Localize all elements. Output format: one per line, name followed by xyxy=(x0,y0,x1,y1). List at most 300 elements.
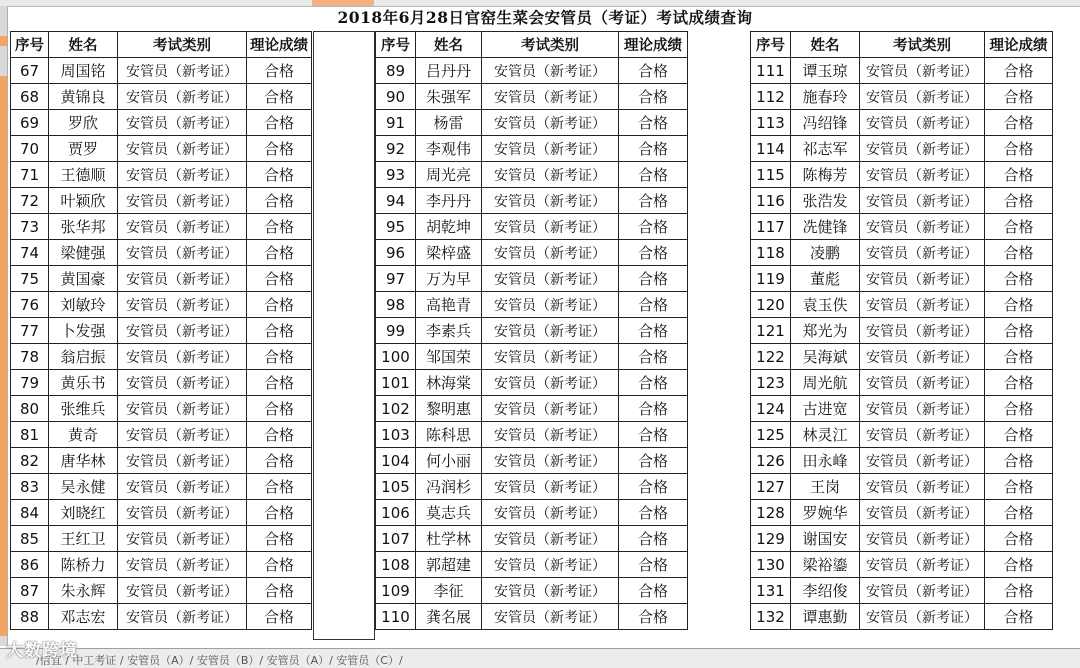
category-cell[interactable]: 安管员（新考证） xyxy=(860,266,985,292)
category-cell[interactable]: 安管员（新考证） xyxy=(860,578,985,604)
empty-column-block[interactable] xyxy=(313,31,375,640)
score-cell[interactable]: 合格 xyxy=(985,188,1053,214)
name-cell[interactable]: 黄国豪 xyxy=(49,266,118,292)
seq-cell[interactable]: 125 xyxy=(751,422,791,448)
score-cell[interactable]: 合格 xyxy=(619,136,688,162)
category-cell[interactable]: 安管员（新考证） xyxy=(482,604,619,630)
name-cell[interactable]: 贾罗 xyxy=(49,136,118,162)
name-cell[interactable]: 袁玉佚 xyxy=(791,292,860,318)
seq-cell[interactable]: 87 xyxy=(11,578,49,604)
score-cell[interactable]: 合格 xyxy=(247,578,312,604)
seq-cell[interactable]: 121 xyxy=(751,318,791,344)
seq-cell[interactable]: 114 xyxy=(751,136,791,162)
category-cell[interactable]: 安管员（新考证） xyxy=(860,240,985,266)
score-cell[interactable]: 合格 xyxy=(985,84,1053,110)
score-cell[interactable]: 合格 xyxy=(247,162,312,188)
name-cell[interactable]: 高艳青 xyxy=(416,292,482,318)
name-cell[interactable]: 万为早 xyxy=(416,266,482,292)
seq-cell[interactable]: 71 xyxy=(11,162,49,188)
score-cell[interactable]: 合格 xyxy=(619,84,688,110)
name-cell[interactable]: 李征 xyxy=(416,578,482,604)
category-cell[interactable]: 安管员（新考证） xyxy=(118,110,247,136)
score-cell[interactable]: 合格 xyxy=(619,500,688,526)
table-row xyxy=(376,500,688,526)
table-row xyxy=(376,110,688,136)
name-cell[interactable]: 吕丹丹 xyxy=(416,58,482,84)
table-row xyxy=(11,474,312,500)
table-row xyxy=(11,448,312,474)
score-cell[interactable]: 合格 xyxy=(247,318,312,344)
score-cell[interactable]: 合格 xyxy=(247,526,312,552)
name-cell[interactable]: 吴海斌 xyxy=(791,344,860,370)
category-cell[interactable]: 安管员（新考证） xyxy=(482,396,619,422)
category-cell[interactable]: 安管员（新考证） xyxy=(860,500,985,526)
category-cell[interactable]: 安管员（新考证） xyxy=(118,84,247,110)
seq-cell[interactable]: 79 xyxy=(11,370,49,396)
table-row xyxy=(11,188,312,214)
category-cell[interactable]: 安管员（新考证） xyxy=(118,500,247,526)
score-cell[interactable]: 合格 xyxy=(619,214,688,240)
seq-cell[interactable]: 74 xyxy=(11,240,49,266)
score-cell[interactable]: 合格 xyxy=(985,474,1053,500)
score-cell[interactable]: 合格 xyxy=(619,474,688,500)
table-row xyxy=(376,188,688,214)
seq-cell[interactable]: 86 xyxy=(11,552,49,578)
category-cell[interactable]: 安管员（新考证） xyxy=(482,344,619,370)
seq-cell[interactable]: 124 xyxy=(751,396,791,422)
score-cell[interactable]: 合格 xyxy=(985,578,1053,604)
name-cell[interactable]: 郭超建 xyxy=(416,552,482,578)
score-cell[interactable]: 合格 xyxy=(619,422,688,448)
name-cell[interactable]: 李丹丹 xyxy=(416,188,482,214)
results-table-right xyxy=(750,31,1053,630)
name-cell[interactable]: 邓志宏 xyxy=(49,604,118,630)
name-cell[interactable]: 龚名展 xyxy=(416,604,482,630)
score-cell[interactable]: 合格 xyxy=(247,500,312,526)
table-row xyxy=(11,370,312,396)
header-seq: 序号 xyxy=(376,32,416,58)
seq-cell[interactable]: 68 xyxy=(11,84,49,110)
seq-cell[interactable]: 113 xyxy=(751,110,791,136)
seq-cell[interactable]: 129 xyxy=(751,526,791,552)
name-cell[interactable]: 梁梓盛 xyxy=(416,240,482,266)
category-cell[interactable]: 安管员（新考证） xyxy=(118,474,247,500)
header-category: 考试类别 xyxy=(860,32,985,58)
name-cell[interactable]: 陈桥力 xyxy=(49,552,118,578)
category-cell[interactable]: 安管员（新考证） xyxy=(860,370,985,396)
category-cell[interactable]: 安管员（新考证） xyxy=(482,526,619,552)
score-cell[interactable]: 合格 xyxy=(985,58,1053,84)
seq-cell[interactable]: 83 xyxy=(11,474,49,500)
score-cell[interactable]: 合格 xyxy=(247,422,312,448)
score-cell[interactable]: 合格 xyxy=(619,604,688,630)
score-cell[interactable]: 合格 xyxy=(247,188,312,214)
score-cell[interactable]: 合格 xyxy=(619,578,688,604)
category-cell[interactable]: 安管员（新考证） xyxy=(860,344,985,370)
category-cell[interactable]: 安管员（新考证） xyxy=(482,578,619,604)
header-category: 考试类别 xyxy=(118,32,247,58)
category-cell[interactable]: 安管员（新考证） xyxy=(860,110,985,136)
seq-cell[interactable]: 132 xyxy=(751,604,791,630)
name-cell[interactable]: 黄锦良 xyxy=(49,84,118,110)
score-cell[interactable]: 合格 xyxy=(985,214,1053,240)
category-cell[interactable]: 安管员（新考证） xyxy=(118,240,247,266)
name-cell[interactable]: 张维兵 xyxy=(49,396,118,422)
name-cell[interactable]: 翁启振 xyxy=(49,344,118,370)
score-cell[interactable]: 合格 xyxy=(619,58,688,84)
name-cell[interactable]: 郑光为 xyxy=(791,318,860,344)
seq-cell[interactable]: 126 xyxy=(751,448,791,474)
score-cell[interactable]: 合格 xyxy=(247,136,312,162)
score-cell[interactable]: 合格 xyxy=(619,370,688,396)
category-cell[interactable]: 安管员（新考证） xyxy=(482,292,619,318)
name-cell[interactable]: 王红卫 xyxy=(49,526,118,552)
score-cell[interactable]: 合格 xyxy=(247,110,312,136)
category-cell[interactable]: 安管员（新考证） xyxy=(860,396,985,422)
seq-cell[interactable]: 106 xyxy=(376,500,416,526)
score-cell[interactable]: 合格 xyxy=(985,110,1053,136)
score-cell[interactable]: 合格 xyxy=(619,188,688,214)
seq-cell[interactable]: 107 xyxy=(376,526,416,552)
name-cell[interactable]: 陈梅芳 xyxy=(791,162,860,188)
score-cell[interactable]: 合格 xyxy=(985,318,1053,344)
seq-cell[interactable]: 75 xyxy=(11,266,49,292)
score-cell[interactable]: 合格 xyxy=(619,110,688,136)
category-cell[interactable]: 安管员（新考证） xyxy=(118,58,247,84)
score-cell[interactable]: 合格 xyxy=(985,136,1053,162)
category-cell[interactable]: 安管员（新考证） xyxy=(860,552,985,578)
sheet-tabs[interactable]: /信宜 / 中工考证 / 安管员（A）/ 安管员（B）/ 安管员（A）/ 安管员（C）/ xyxy=(36,654,403,667)
name-cell[interactable]: 祁志军 xyxy=(791,136,860,162)
seq-cell[interactable]: 72 xyxy=(11,188,49,214)
category-cell[interactable]: 安管员（新考证） xyxy=(482,188,619,214)
seq-cell[interactable]: 80 xyxy=(11,396,49,422)
category-cell[interactable]: 安管员（新考证） xyxy=(860,58,985,84)
name-cell[interactable]: 唐华林 xyxy=(49,448,118,474)
table-row xyxy=(11,526,312,552)
score-cell[interactable]: 合格 xyxy=(247,552,312,578)
name-cell[interactable]: 冯润杉 xyxy=(416,474,482,500)
seq-cell[interactable]: 115 xyxy=(751,162,791,188)
category-cell[interactable]: 安管员（新考证） xyxy=(482,214,619,240)
score-cell[interactable]: 合格 xyxy=(619,292,688,318)
seq-cell[interactable]: 70 xyxy=(11,136,49,162)
score-cell[interactable]: 合格 xyxy=(619,526,688,552)
category-cell[interactable]: 安管员（新考证） xyxy=(482,84,619,110)
category-cell[interactable]: 安管员（新考证） xyxy=(118,448,247,474)
score-cell[interactable]: 合格 xyxy=(985,162,1053,188)
name-cell[interactable]: 施春玲 xyxy=(791,84,860,110)
category-cell[interactable]: 安管员（新考证） xyxy=(860,474,985,500)
name-cell[interactable]: 李绍俊 xyxy=(791,578,860,604)
name-cell[interactable]: 黄乐书 xyxy=(49,370,118,396)
table-row xyxy=(11,500,312,526)
name-cell[interactable]: 刘晓红 xyxy=(49,500,118,526)
category-cell[interactable]: 安管员（新考证） xyxy=(118,214,247,240)
category-cell[interactable]: 安管员（新考证） xyxy=(482,500,619,526)
category-cell[interactable]: 安管员（新考证） xyxy=(118,526,247,552)
category-cell[interactable]: 安管员（新考证） xyxy=(118,188,247,214)
name-cell[interactable]: 林海棠 xyxy=(416,370,482,396)
seq-cell[interactable]: 73 xyxy=(11,214,49,240)
name-cell[interactable]: 张浩发 xyxy=(791,188,860,214)
seq-cell[interactable]: 128 xyxy=(751,500,791,526)
name-cell[interactable]: 董彪 xyxy=(791,266,860,292)
score-cell[interactable]: 合格 xyxy=(247,240,312,266)
score-cell[interactable]: 合格 xyxy=(247,214,312,240)
score-cell[interactable]: 合格 xyxy=(985,292,1053,318)
category-cell[interactable]: 安管员（新考证） xyxy=(860,526,985,552)
seq-cell[interactable]: 76 xyxy=(11,292,49,318)
seq-cell[interactable]: 117 xyxy=(751,214,791,240)
name-cell[interactable]: 周光亮 xyxy=(416,162,482,188)
category-cell[interactable]: 安管员（新考证） xyxy=(482,474,619,500)
name-cell[interactable]: 叶颖欣 xyxy=(49,188,118,214)
seq-cell[interactable]: 95 xyxy=(376,214,416,240)
seq-cell[interactable]: 102 xyxy=(376,396,416,422)
table-row xyxy=(751,370,1053,396)
seq-cell[interactable]: 118 xyxy=(751,240,791,266)
category-cell[interactable]: 安管员（新考证） xyxy=(118,422,247,448)
table-row xyxy=(11,266,312,292)
category-cell[interactable]: 安管员（新考证） xyxy=(482,266,619,292)
score-cell[interactable]: 合格 xyxy=(985,370,1053,396)
name-cell[interactable]: 何小丽 xyxy=(416,448,482,474)
table-row xyxy=(376,136,688,162)
score-cell[interactable]: 合格 xyxy=(985,552,1053,578)
category-cell[interactable]: 安管员（新考证） xyxy=(860,448,985,474)
score-cell[interactable]: 合格 xyxy=(247,448,312,474)
category-cell[interactable]: 安管员（新考证） xyxy=(482,318,619,344)
category-cell[interactable]: 安管员（新考证） xyxy=(482,448,619,474)
table-row xyxy=(751,136,1053,162)
seq-cell[interactable]: 93 xyxy=(376,162,416,188)
seq-cell[interactable]: 90 xyxy=(376,84,416,110)
seq-cell[interactable]: 103 xyxy=(376,422,416,448)
seq-cell[interactable]: 81 xyxy=(11,422,49,448)
score-cell[interactable]: 合格 xyxy=(619,318,688,344)
score-cell[interactable]: 合格 xyxy=(247,396,312,422)
table-row xyxy=(751,552,1053,578)
category-cell[interactable]: 安管员（新考证） xyxy=(860,136,985,162)
seq-cell[interactable]: 120 xyxy=(751,292,791,318)
name-cell[interactable]: 罗婉华 xyxy=(791,500,860,526)
name-cell[interactable]: 黎明惠 xyxy=(416,396,482,422)
name-cell[interactable]: 杜学林 xyxy=(416,526,482,552)
category-cell[interactable]: 安管员（新考证） xyxy=(482,240,619,266)
score-cell[interactable]: 合格 xyxy=(619,344,688,370)
name-cell[interactable]: 谭惠勤 xyxy=(791,604,860,630)
name-cell[interactable]: 陈科思 xyxy=(416,422,482,448)
row-header-highlight xyxy=(0,36,7,46)
score-cell[interactable]: 合格 xyxy=(985,604,1053,630)
score-cell[interactable]: 合格 xyxy=(985,396,1053,422)
seq-cell[interactable]: 67 xyxy=(11,58,49,84)
seq-cell[interactable]: 101 xyxy=(376,370,416,396)
table-row xyxy=(376,266,688,292)
name-cell[interactable]: 卜发强 xyxy=(49,318,118,344)
category-cell[interactable]: 安管员（新考证） xyxy=(118,604,247,630)
header-score: 理论成绩 xyxy=(247,32,312,58)
category-cell[interactable]: 安管员（新考证） xyxy=(118,136,247,162)
category-cell[interactable]: 安管员（新考证） xyxy=(118,344,247,370)
name-cell[interactable]: 王岗 xyxy=(791,474,860,500)
table-row xyxy=(11,344,312,370)
category-cell[interactable]: 安管员（新考证） xyxy=(118,162,247,188)
name-cell[interactable]: 李素兵 xyxy=(416,318,482,344)
seq-cell[interactable]: 85 xyxy=(11,526,49,552)
category-cell[interactable]: 安管员（新考证） xyxy=(482,552,619,578)
name-cell[interactable]: 朱强军 xyxy=(416,84,482,110)
name-cell[interactable]: 古进宽 xyxy=(791,396,860,422)
name-cell[interactable]: 田永峰 xyxy=(791,448,860,474)
score-cell[interactable]: 合格 xyxy=(985,448,1053,474)
score-cell[interactable]: 合格 xyxy=(247,266,312,292)
score-cell[interactable]: 合格 xyxy=(619,448,688,474)
score-cell[interactable]: 合格 xyxy=(247,604,312,630)
seq-cell[interactable]: 105 xyxy=(376,474,416,500)
sheet-tab-bar xyxy=(0,648,1080,668)
score-cell[interactable]: 合格 xyxy=(619,266,688,292)
seq-cell[interactable]: 82 xyxy=(11,448,49,474)
score-cell[interactable]: 合格 xyxy=(247,292,312,318)
seq-cell[interactable]: 98 xyxy=(376,292,416,318)
score-cell[interactable]: 合格 xyxy=(985,240,1053,266)
name-cell[interactable]: 冯绍锋 xyxy=(791,110,860,136)
category-cell[interactable]: 安管员（新考证） xyxy=(118,318,247,344)
score-cell[interactable]: 合格 xyxy=(619,240,688,266)
seq-cell[interactable]: 116 xyxy=(751,188,791,214)
score-cell[interactable]: 合格 xyxy=(985,266,1053,292)
name-cell[interactable]: 王德顺 xyxy=(49,162,118,188)
category-cell[interactable]: 安管员（新考证） xyxy=(482,422,619,448)
name-cell[interactable]: 张华邦 xyxy=(49,214,118,240)
score-cell[interactable]: 合格 xyxy=(247,474,312,500)
seq-cell[interactable]: 84 xyxy=(11,500,49,526)
name-cell[interactable]: 罗欣 xyxy=(49,110,118,136)
table-row xyxy=(11,240,312,266)
score-cell[interactable]: 合格 xyxy=(619,552,688,578)
score-cell[interactable]: 合格 xyxy=(985,526,1053,552)
seq-cell[interactable]: 99 xyxy=(376,318,416,344)
score-cell[interactable]: 合格 xyxy=(247,344,312,370)
seq-cell[interactable]: 127 xyxy=(751,474,791,500)
seq-cell[interactable]: 94 xyxy=(376,188,416,214)
table-row xyxy=(751,474,1053,500)
name-cell[interactable]: 林灵江 xyxy=(791,422,860,448)
header-seq: 序号 xyxy=(751,32,791,58)
seq-cell[interactable]: 92 xyxy=(376,136,416,162)
seq-cell[interactable]: 111 xyxy=(751,58,791,84)
name-cell[interactable]: 吴永健 xyxy=(49,474,118,500)
category-cell[interactable]: 安管员（新考证） xyxy=(118,578,247,604)
category-cell[interactable]: 安管员（新考证） xyxy=(860,188,985,214)
category-cell[interactable]: 安管员（新考证） xyxy=(860,162,985,188)
name-cell[interactable]: 黄奇 xyxy=(49,422,118,448)
seq-cell[interactable]: 123 xyxy=(751,370,791,396)
seq-cell[interactable]: 89 xyxy=(376,58,416,84)
table-row xyxy=(11,110,312,136)
category-cell[interactable]: 安管员（新考证） xyxy=(860,318,985,344)
seq-cell[interactable]: 88 xyxy=(11,604,49,630)
seq-cell[interactable]: 131 xyxy=(751,578,791,604)
category-cell[interactable]: 安管员（新考证） xyxy=(860,604,985,630)
category-cell[interactable]: 安管员（新考证） xyxy=(482,110,619,136)
seq-cell[interactable]: 91 xyxy=(376,110,416,136)
score-cell[interactable]: 合格 xyxy=(985,344,1053,370)
seq-cell[interactable]: 119 xyxy=(751,266,791,292)
seq-cell[interactable]: 110 xyxy=(376,604,416,630)
seq-cell[interactable]: 130 xyxy=(751,552,791,578)
table-row xyxy=(376,344,688,370)
name-cell[interactable]: 谭玉琼 xyxy=(791,58,860,84)
table-row xyxy=(376,162,688,188)
category-cell[interactable]: 安管员（新考证） xyxy=(860,292,985,318)
category-cell[interactable]: 安管员（新考证） xyxy=(482,136,619,162)
category-cell[interactable]: 安管员（新考证） xyxy=(860,422,985,448)
name-cell[interactable]: 刘敏玲 xyxy=(49,292,118,318)
score-cell[interactable]: 合格 xyxy=(247,58,312,84)
name-cell[interactable]: 邹国荣 xyxy=(416,344,482,370)
table-row xyxy=(376,318,688,344)
category-cell[interactable]: 安管员（新考证） xyxy=(118,396,247,422)
category-cell[interactable]: 安管员（新考证） xyxy=(860,84,985,110)
name-cell[interactable]: 冼健锋 xyxy=(791,214,860,240)
name-cell[interactable]: 胡乾坤 xyxy=(416,214,482,240)
seq-cell[interactable]: 78 xyxy=(11,344,49,370)
name-cell[interactable]: 朱永辉 xyxy=(49,578,118,604)
category-cell[interactable]: 安管员（新考证） xyxy=(118,266,247,292)
seq-cell[interactable]: 104 xyxy=(376,448,416,474)
name-cell[interactable]: 梁健强 xyxy=(49,240,118,266)
category-cell[interactable]: 安管员（新考证） xyxy=(860,214,985,240)
table-row xyxy=(751,500,1053,526)
name-cell[interactable]: 凌鹏 xyxy=(791,240,860,266)
score-cell[interactable]: 合格 xyxy=(247,84,312,110)
name-cell[interactable]: 李观伟 xyxy=(416,136,482,162)
score-cell[interactable]: 合格 xyxy=(247,370,312,396)
category-cell[interactable]: 安管员（新考证） xyxy=(118,370,247,396)
seq-cell[interactable]: 112 xyxy=(751,84,791,110)
score-cell[interactable]: 合格 xyxy=(985,500,1053,526)
seq-cell[interactable]: 109 xyxy=(376,578,416,604)
name-cell[interactable]: 梁裕鎏 xyxy=(791,552,860,578)
seq-cell[interactable]: 108 xyxy=(376,552,416,578)
seq-cell[interactable]: 97 xyxy=(376,266,416,292)
seq-cell[interactable]: 122 xyxy=(751,344,791,370)
category-cell[interactable]: 安管员（新考证） xyxy=(118,292,247,318)
name-cell[interactable]: 莫志兵 xyxy=(416,500,482,526)
category-cell[interactable]: 安管员（新考证） xyxy=(482,370,619,396)
table-row xyxy=(11,396,312,422)
category-cell[interactable]: 安管员（新考证） xyxy=(118,552,247,578)
score-cell[interactable]: 合格 xyxy=(619,162,688,188)
seq-cell[interactable]: 96 xyxy=(376,240,416,266)
seq-cell[interactable]: 100 xyxy=(376,344,416,370)
name-cell[interactable]: 周光航 xyxy=(791,370,860,396)
seq-cell[interactable]: 77 xyxy=(11,318,49,344)
score-cell[interactable]: 合格 xyxy=(985,422,1053,448)
score-cell[interactable]: 合格 xyxy=(619,396,688,422)
name-cell[interactable]: 谢国安 xyxy=(791,526,860,552)
category-cell[interactable]: 安管员（新考证） xyxy=(482,162,619,188)
seq-cell[interactable]: 69 xyxy=(11,110,49,136)
name-cell[interactable]: 杨雷 xyxy=(416,110,482,136)
name-cell[interactable]: 周国铭 xyxy=(49,58,118,84)
category-cell[interactable]: 安管员（新考证） xyxy=(482,58,619,84)
table-row xyxy=(751,58,1053,84)
watermark-logo: 大数跨境 xyxy=(6,641,78,661)
